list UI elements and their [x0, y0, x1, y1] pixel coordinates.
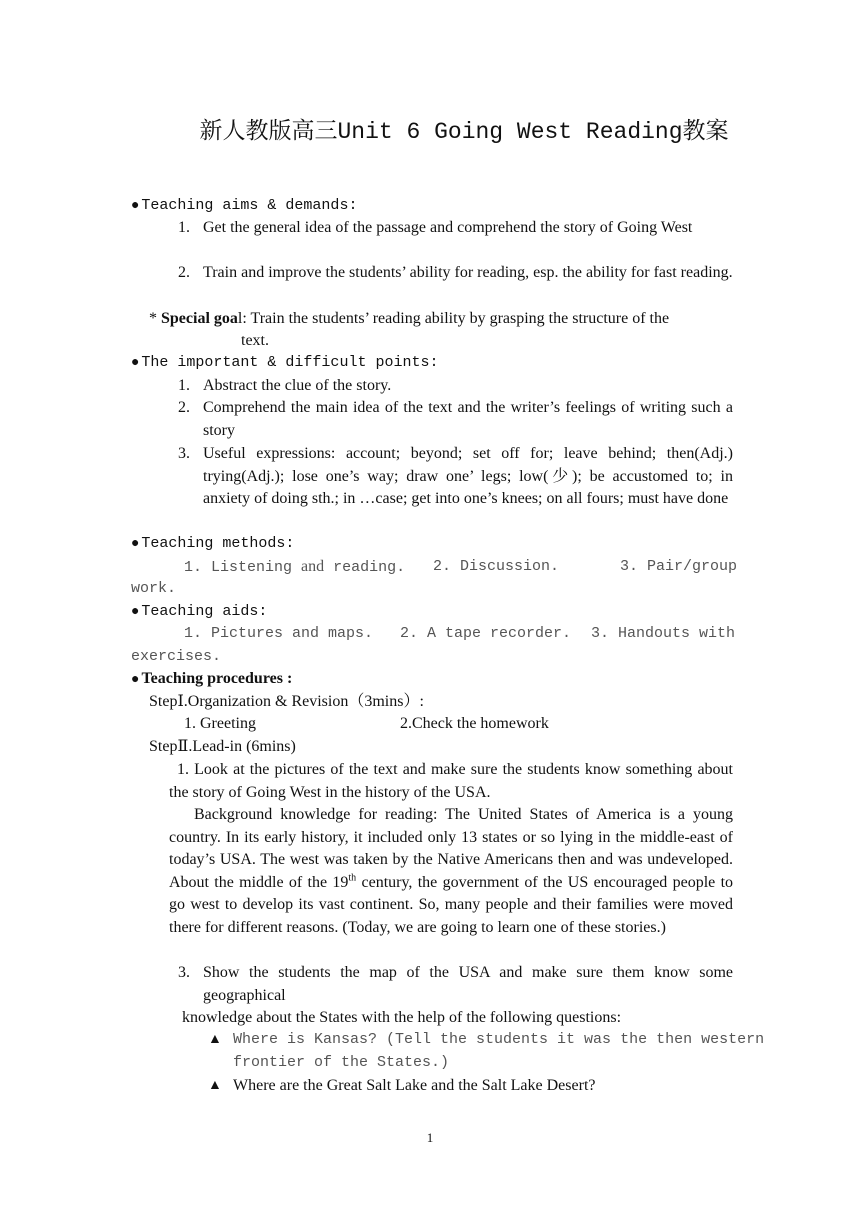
methods-item-3: 3. Pair/group — [620, 558, 738, 575]
bullet-icon: ● — [131, 355, 140, 371]
background-paragraph: Background knowledge for reading: The United States of America is a young country. In its early history, it included only 13 states or so lying in the middle-east of today’s USA. The west was taken by the Native Americans then and was undeveloped. About the middle of the 19th century, the government of the US encouraged people to go west to develop its vast continent. So, many people and their families were moved there for different reasons. (Today, we are going to learn one of these stories.) — [169, 806, 734, 936]
procedures-heading: ● Teaching procedures : — [131, 670, 293, 687]
triangle-bullet-icon: ▲ — [208, 1032, 222, 1047]
step-2-heading: StepⅡ.Lead-in (6mins) — [149, 738, 296, 755]
knowledge-line: knowledge about the States with the help of the following questions: — [182, 1009, 622, 1026]
triangle-bullet-icon: ▲ — [208, 1078, 222, 1093]
aids-wrap: exercises. — [131, 648, 222, 665]
step-1-heading: StepⅠ.Organization & Revision（3mins）: — [149, 693, 424, 710]
list-item: 2. Comprehend the main idea of the text and the writer’s feelings of writing such a story — [178, 399, 733, 439]
special-goal-line-end: text. — [241, 332, 269, 349]
methods-wrap: work. — [131, 580, 177, 597]
page-number: 1 — [426, 1130, 434, 1145]
methods-item-1: 1. Listening and reading. — [184, 558, 406, 576]
bullet-icon: ● — [131, 604, 140, 620]
bullet-icon: ● — [131, 198, 140, 214]
aids-item-1: 1. Pictures and maps. — [184, 625, 374, 642]
bullet-icon: ● — [131, 536, 140, 552]
methods-item-2: 2. Discussion. — [433, 558, 560, 575]
special-goal-line: * Special goal: Train the students’ reading ability by grasping the structure of the — [149, 310, 670, 327]
methods-heading: ● Teaching methods: — [131, 535, 295, 552]
step-1-item-2: 2.Check the homework — [400, 715, 549, 732]
step-2-paragraph-1: 1. Look at the pictures of the text and make sure the students know something about the story of Going West in the history of the USA. — [169, 761, 733, 801]
step-1-item-1: 1. Greeting — [184, 715, 256, 732]
list-item: 1. Get the general idea of the passage and comprehend the story of Going West — [178, 219, 693, 236]
aids-heading: ● Teaching aids: — [131, 603, 268, 620]
list-item: 1. Abstract the clue of the story. — [178, 377, 392, 394]
bullet-icon: ● — [131, 672, 140, 687]
points-heading: ● The important & difficult points: — [131, 354, 439, 371]
list-item: 3. Show the students the map of the USA and make sure them know some geographical — [178, 964, 733, 1004]
document-title: 新人教版高三Unit 6 Going West Reading教案 — [199, 119, 729, 145]
aims-heading: ● Teaching aims & demands: — [131, 197, 358, 214]
list-item: 2. Train and improve the students’ ability for reading, esp. the ability for fast reading. — [178, 264, 733, 281]
aids-item-3: 3. Handouts with — [591, 625, 736, 642]
list-item: 3. Useful expressions: account; beyond; set off for; leave behind; then(Adj.) trying(Adj.); lose one’s way; draw one’ legs; low(少); be accustomed to; in anxiety of doing sth.; in …case; get into one’s knees; on all fours; must have done — [178, 445, 733, 507]
question-item: ▲ Where is Kansas? (Tell the students it was the then western frontier of the States.) — [208, 1031, 765, 1071]
aids-item-2: 2. A tape recorder. — [400, 625, 572, 642]
question-item: ▲ Where are the Great Salt Lake and the Salt Lake Desert? — [208, 1075, 733, 1097]
